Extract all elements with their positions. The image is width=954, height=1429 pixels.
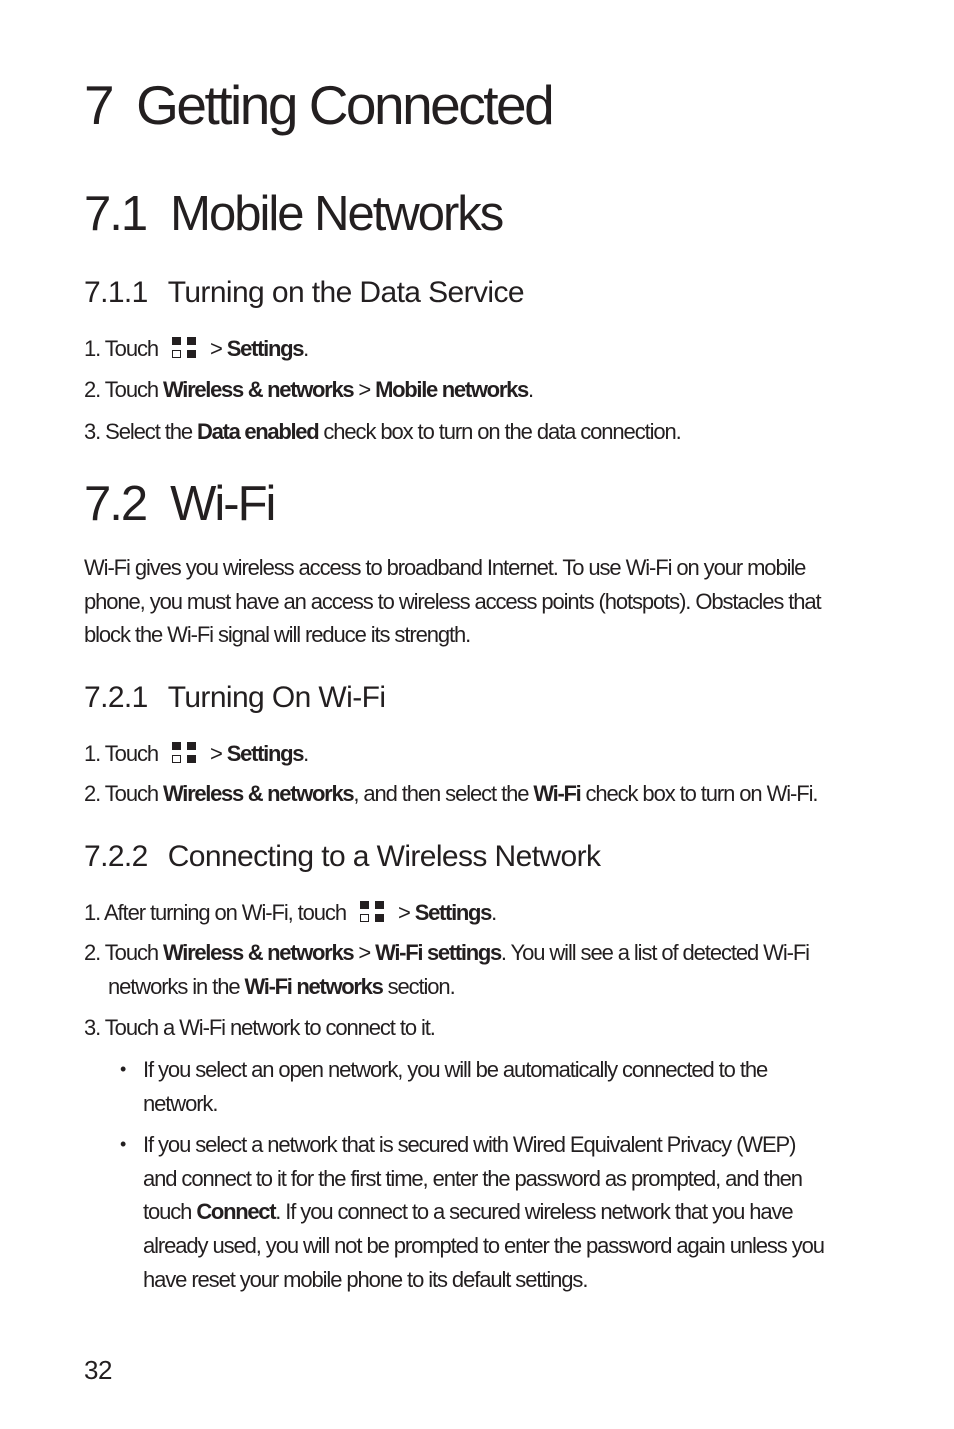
bullet-2-line-4: already used, you will not be prompted to enter the password again unless you xyxy=(143,1233,824,1258)
connect-step-3: 3. Touch a Wi-Fi network to connect to it. xyxy=(84,1015,435,1040)
bullet-marker: • xyxy=(120,1059,127,1079)
connect-step-2-continued: networks in the Wi-Fi networks section. xyxy=(108,974,455,999)
bullet-marker: • xyxy=(120,1134,127,1154)
apps-grid-icon xyxy=(172,337,196,359)
wifi-intro-line-1: Wi-Fi gives you wireless access to broadband Internet. To use Wi-Fi on your mobile xyxy=(84,555,806,580)
chapter-heading: 7 Getting Connected xyxy=(84,74,553,136)
wifi-intro-line-2: phone, you must have an access to wireless access points (hotspots). Obstacles that xyxy=(84,589,821,614)
wifi-on-step-2: 2. Touch Wireless & networks, and then select the Wi-Fi check box to turn on Wi-Fi. xyxy=(84,781,818,806)
subsection-heading-data-service: 7.1.1 Turning on the Data Service xyxy=(84,276,524,309)
data-step-3: 3. Select the Data enabled check box to turn on the data connection. xyxy=(84,419,681,444)
subsection-heading-turning-on-wifi: 7.2.1 Turning On Wi-Fi xyxy=(84,681,386,714)
bullet-1-line-2: network. xyxy=(143,1091,218,1116)
apps-grid-icon xyxy=(360,901,384,923)
bullet-2-line-1: If you select a network that is secured with Wired Equivalent Privacy (WEP) xyxy=(143,1132,796,1157)
bullet-2-line-3: touch Connect. If you connect to a secured wireless network that you have xyxy=(143,1199,793,1224)
bullet-2-line-2: and connect to it for the first time, enter the password as prompted, and then xyxy=(143,1166,802,1191)
wifi-intro-line-3: block the Wi-Fi signal will reduce its strength. xyxy=(84,622,471,647)
bullet-2-line-5: have reset your mobile phone to its default settings. xyxy=(143,1267,588,1292)
connect-step-2: 2. Touch Wireless & networks > Wi-Fi settings. You will see a list of detected Wi-Fi xyxy=(84,940,809,965)
wifi-on-step-1: 1. Touch > Settings. xyxy=(84,741,309,766)
apps-grid-icon xyxy=(172,742,196,764)
connect-step-1: 1. After turning on Wi-Fi, touch > Settings. xyxy=(84,900,497,925)
section-heading-wifi: 7.2 Wi-Fi xyxy=(84,477,275,531)
data-step-1: 1. Touch > Settings. xyxy=(84,336,309,361)
data-step-2: 2. Touch Wireless & networks > Mobile networks. xyxy=(84,377,533,402)
subsection-heading-connecting: 7.2.2 Connecting to a Wireless Network xyxy=(84,840,601,873)
section-heading-mobile-networks: 7.1 Mobile Networks xyxy=(84,187,503,241)
page-number: 32 xyxy=(84,1355,112,1385)
bullet-1-line-1: If you select an open network, you will be automatically connected to the xyxy=(143,1057,768,1082)
